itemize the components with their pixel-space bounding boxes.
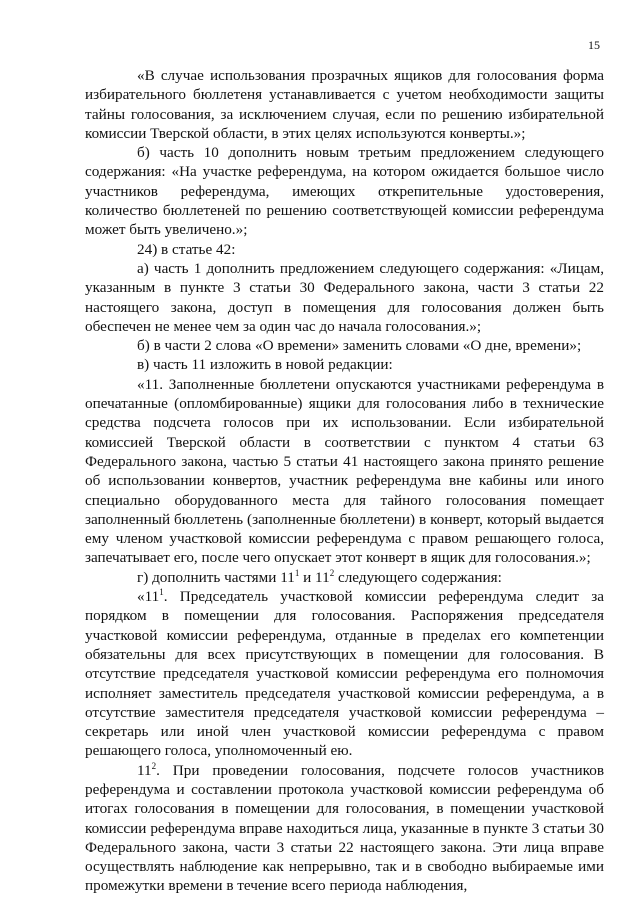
part-11-2-superscript: 2 bbox=[151, 760, 157, 771]
document-body bbox=[85, 66, 604, 896]
add-parts-text-middle: и 11 bbox=[299, 568, 330, 586]
page-number: 15 bbox=[588, 38, 600, 52]
paragraph-add-parts bbox=[85, 568, 604, 587]
paragraph-part-11: в) часть 11 изложить в новой редакции: bbox=[137, 356, 393, 374]
part-11-1-superscript: 1 bbox=[159, 586, 164, 597]
add-parts-text-start: г) дополнить частями 11 bbox=[137, 568, 295, 586]
add-parts-text-end: следующего содержания: bbox=[334, 568, 502, 586]
part-11-2-number: 11 bbox=[137, 761, 152, 779]
paragraph-part-11-text: «11. Заполненные бюллетени опускаются участниками референдума в опечатанные (опломбированные) ящики для голосования либо в технические средства подсчета голосов при их использовании. Если избирательной комиссией Тверской области в соответствии с пунктом 4 статьи 63 Федерального закона, частью 5 статьи 41 настоящего закона принято решение об использовании конвертов, участник референдума вне кабины или иного специально оборудованного места для тайного голосования помещает заполненный бюллетень (заполненные бюллетени) в конверт, который выдается ему членом участковой комиссии референдума с правом решающего голоса, запечатывает его, после чего опускает этот конверт в ящик для голосования.»; bbox=[85, 375, 604, 567]
paragraph-part-11-2 bbox=[85, 761, 604, 896]
part-11-1-number: «11 bbox=[137, 588, 160, 606]
paragraph-part-10: б) часть 10 дополнить новым третьим предложением следующего содержания: «На участке референдума, на котором ожидается большое число участников референдума, имеющих открепительные удостоверения, количество бюллетеней по решению соответствующей комиссии референдума может быть увеличено.»; bbox=[85, 144, 604, 239]
paragraph-ballot-form: «В случае использования прозрачных ящиков для голосования форма избирательного бюллетеня устанавливается с учетом необходимости защиты тайны голосования, за исключением случая, если по решению избирательной комиссии Тверской области, в этих целях используются конверты.»; bbox=[85, 67, 604, 142]
paragraph-part-2: б) в части 2 слова «О времени» заменить словами «О дне, времени»; bbox=[137, 337, 582, 355]
superscript-2: 2 bbox=[329, 567, 335, 578]
paragraph-part-1: а) часть 1 дополнить предложением следующего содержания: «Лицам, указанным в пункте 3 статьи 30 Федерального закона, части 3 статьи 22 настоящего закона, доступ в помещения для голосования должен быть обеспечен не менее чем за один час до начала голосования.»; bbox=[85, 259, 604, 335]
paragraph-article-42: 24) в статье 42: bbox=[137, 240, 236, 258]
part-11-1-text: . Председатель участковой комиссии референдума следит за порядком в помещении для голосования. Распоряжения председателя участковой комиссии референдума, отданные в пределах его компетенции обязательны для всех присутствующих в помещении для голосования. В отсутствие председателя участковой комиссии референдума его полномочия исполняет заместитель председателя участковой комиссии референдума, а в отсутствие заместителя председателя участковой комиссии референдума – секретарь или иной член участковой комиссии референдума с правом решающего голоса, уполномоченный ею. bbox=[85, 588, 604, 760]
part-11-2-text: . При проведении голосования, подсчете голосов участников референдума и составлении протокола участковой комиссии референдума об итогах голосования в помещении для голосования, в помещении участковой комиссии референдума вправе находиться лица, указанные в пункте 3 статьи 30 Федерального закона, части 3 статьи 22 настоящего закона. Эти лица вправе осуществлять наблюдение как непрерывно, так и в свободно выбираемые ими промежутки времени в течение всего периода наблюдения, bbox=[85, 761, 604, 895]
superscript-1: 1 bbox=[294, 567, 300, 578]
paragraph-part-11-1 bbox=[85, 587, 604, 761]
